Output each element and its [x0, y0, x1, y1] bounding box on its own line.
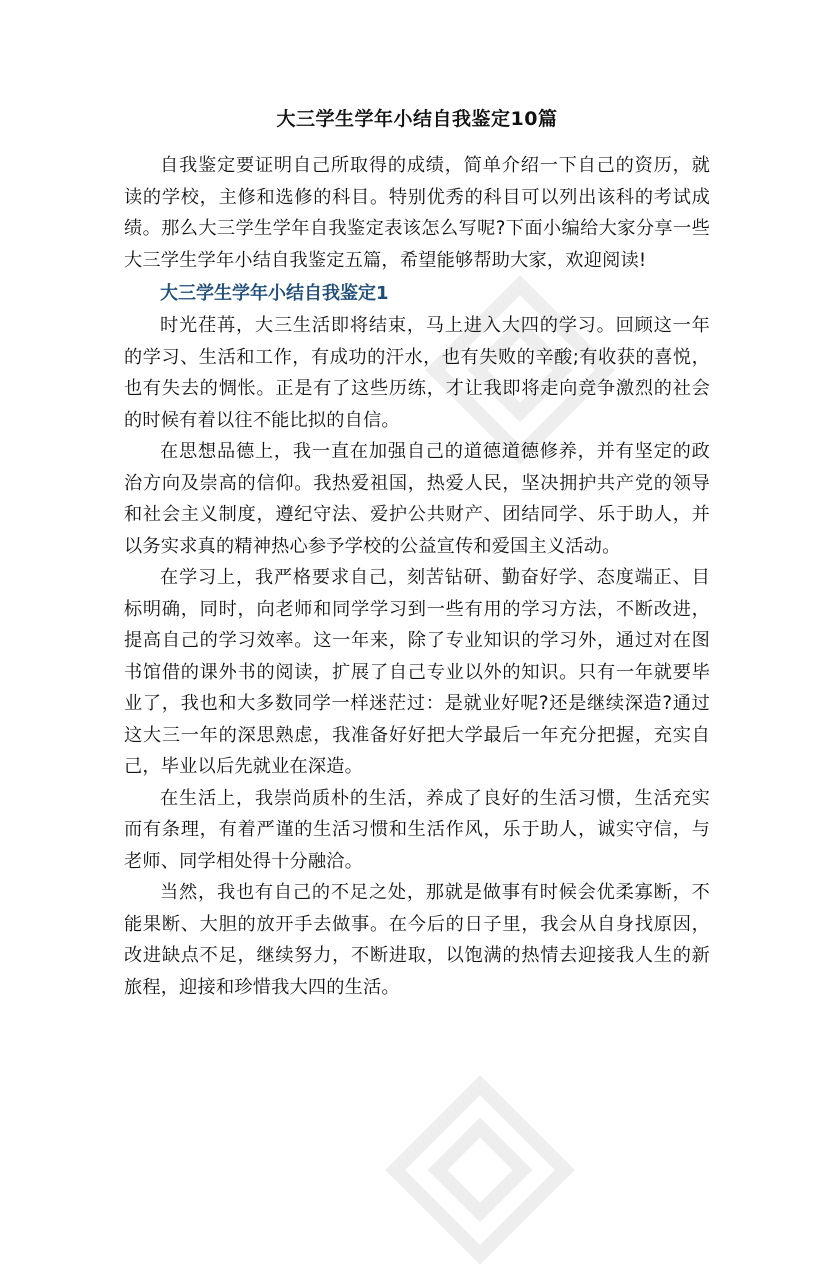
watermark-bottom — [380, 1070, 580, 1270]
section1-paragraph-4: 在生活上，我崇尚质朴的生活，养成了良好的生活习惯，生活充实而有条理，有着严谨的生活习惯和生活作风，乐于助人，诚实守信，与老师、同学相处得十分融洽。 — [124, 787, 710, 872]
section-heading-1: 大三学生学年小结自我鉴定1 — [160, 283, 389, 304]
document-body — [124, 98, 710, 1003]
section1-paragraph-5: 当然，我也有自己的不足之处，那就是做事有时候会优柔寡断，不能果断、大胆的放开手去做事。在今后的日子里，我会从自身找原因，改进缺点不足，继续努力，不断进取，以饱满的热情去迎接我人生的新旅程，迎接和珍惜我大四的生活。 — [124, 882, 710, 998]
section1-paragraph-2: 在思想品德上，我一直在加强自己的道德道德修养，并有坚定的政治方向及崇高的信仰。我热爱祖国，热爱人民，坚决拥护共产党的领导和社会主义制度，遵纪守法、爱护公共财产、团结同学、乐于助人，并以务实求真的精神热心参予学校的公益宣传和爱国主义活动。 — [124, 441, 710, 557]
page-title: 大三学生学年小结自我鉴定10篇 — [276, 108, 558, 130]
section1-paragraph-1: 时光荏苒，大三生活即将结束，马上进入大四的学习。回顾这一年的学习、生活和工作，有成功的汗水，也有失败的辛酸;有收获的喜悦，也有失去的惆怅。正是有了这些历练，才让我即将走向竞争激烈的社会的时候有着以往不能比拟的自信。 — [124, 315, 710, 431]
section1-paragraph-3: 在学习上，我严格要求自己，刻苦钻研、勤奋好学、态度端正、目标明确，同时，向老师和同学学习到一些有用的学习方法，不断改进，提高自己的学习效率。这一年来，除了专业知识的学习外，通过对在图书馆借的课外书的阅读，扩展了自己专业以外的知识。只有一年就要毕业了，我也和大多数同学一样迷茫过：是就业好呢?还是继续深造?通过这大三一年的深思熟虑，我准备好好把大学最后一年充分把握，充实自己，毕业以后先就业在深造。 — [124, 567, 710, 777]
diamond-watermark-icon — [380, 1070, 580, 1270]
intro-paragraph: 自我鉴定要证明自己所取得的成绩，简单介绍一下自己的资历，就读的学校，主修和选修的科目。特别优秀的科目可以列出该科的考试成绩。那么大三学生学年自我鉴定表该怎么写呢?下面小编给大家分享一些大三学生学年小结自我鉴定五篇，希望能够帮助大家，欢迎阅读! — [124, 155, 710, 271]
